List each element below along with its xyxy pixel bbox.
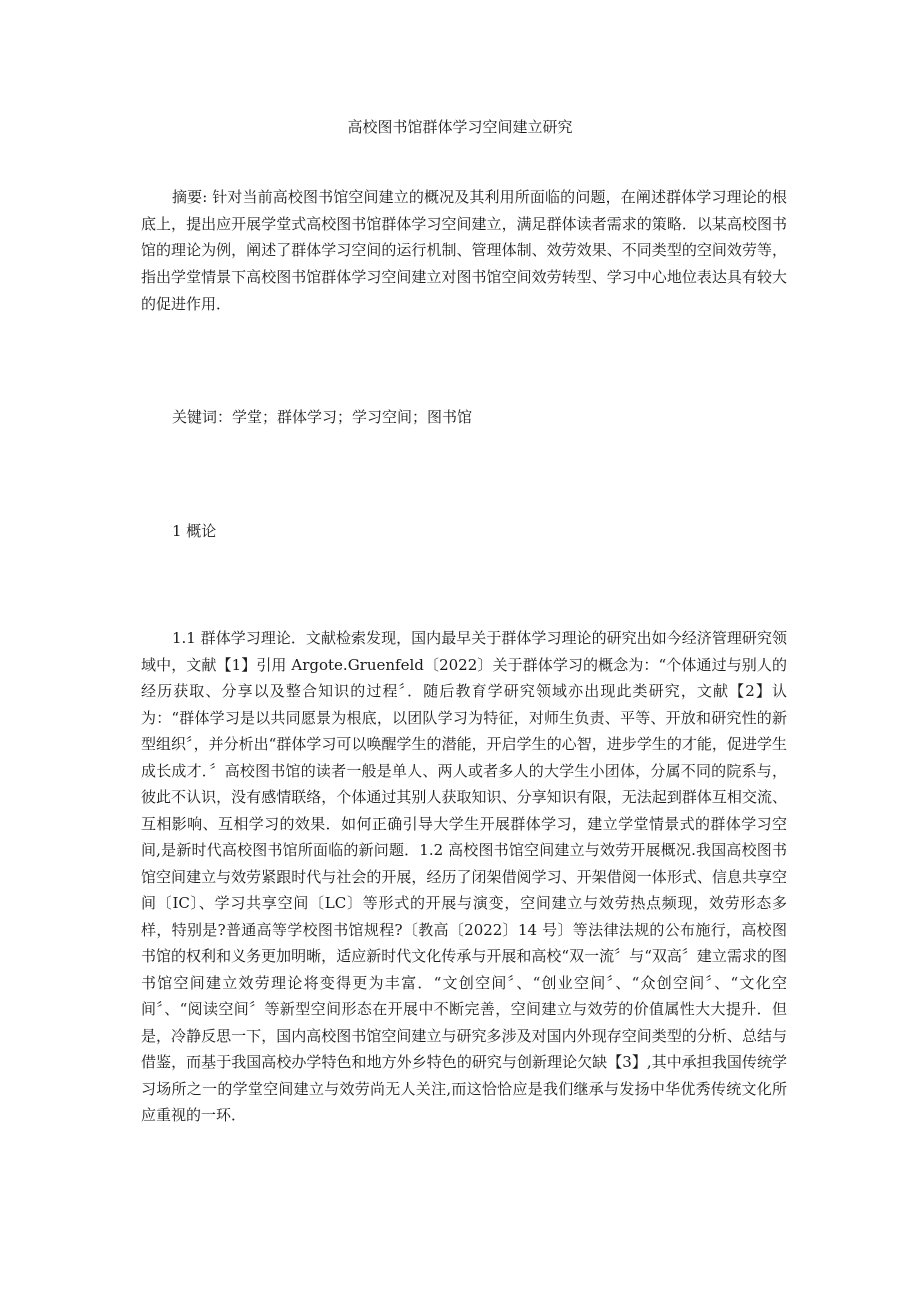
abstract-paragraph: 摘要: 针对当前高校图书馆空间建立的概况及其利用所面临的问题，在阐述群体学习理论的根底上，提出应开展学堂式高校图书馆群体学习空间建立，满足群体读者需求的策略．以某高校图书馆的理论为例，阐述了群体学习空间的运行机制、管理体制、效劳效果、不同类型的空间效劳等，指出学堂情景下高校图书馆群体学习空间建立对图书馆空间效劳转型、学习中心地位表达具有较大的促进作用． [141,188,787,313]
body-paragraph: 1.1 群体学习理论．文献检索发现，国内最早关于群体学习理论的研究出如今经济管理研究领域中，文献【1】引用 Argote.Gruenfeld〔2022〕关于群体学习的概念为：“个体通过与别人的经历获取、分享以及整合知识的过程〞．随后教育学研究领域亦出现此类研究，文献【2】认为：“群体学习是以共同愿景为根底，以团队学习为特征，对师生负责、平等、开放和研究性的新型组织〞，并分析出“群体学习可以唤醒学生的潜能，开启学生的心智，进步学生的才能，促进学生成长成才．〞高校图书馆的读者一般是单人、两人或者多人的大学生小团体，分属不同的院系与，彼此不认识，没有感情联络，个体通过其别人获取知识、分享知识有限，无法起到群体互相交流、互相影响、互相学习的效果．如何正确引导大学生开展群体学习，建立学堂情景式的群体学习空间,是新时代高校图书馆所面临的新问题．1.2 高校图书馆空间建立与效劳开展概况.我国高校图书馆空间建立与效劳紧跟时代与社会的开展，经历了闭架借阅学习、开架借阅一体形式、信息共享空间〔IC〕、学习共享空间〔LC〕等形式的开展与演变，空间建立与效劳热点频现，效劳形态多样，特别是?普通高等学校图书馆规程?〔教高〔2022〕14 号〕等法律法规的公布施行，高校图书馆的权利和义务更加明晰，适应新时代文化传承与开展和高校“双一流〞与“双高〞建立需求的图书馆空间建立效劳理论将变得更为丰富．“文创空间〞、“创业空间〞、“众创空间〞、“文化空间〞、“阅读空间〞等新型空间形态在开展中不断完善，空间建立与效劳的价值属性大大提升．但是，冷静反思一下，国内高校图书馆空间建立与研究多涉及对国内外现存空间类型的分析、总结与借鉴，而基于我国高校办学特色和地方外乡特色的研究与创新理论欠缺【3】,其中承担我国传统学习场所之一的学堂空间建立与效劳尚无人关注,而这恰恰应是我们继承与发扬中华优秀传统文化所应重视的一环． [141,629,787,1124]
document-title: 高校图书馆群体学习空间建立研究 [347,118,573,136]
section-heading: 1 概论 [172,522,217,540]
keywords-line: 关键词：学堂；群体学习；学习空间；图书馆 [172,408,473,426]
